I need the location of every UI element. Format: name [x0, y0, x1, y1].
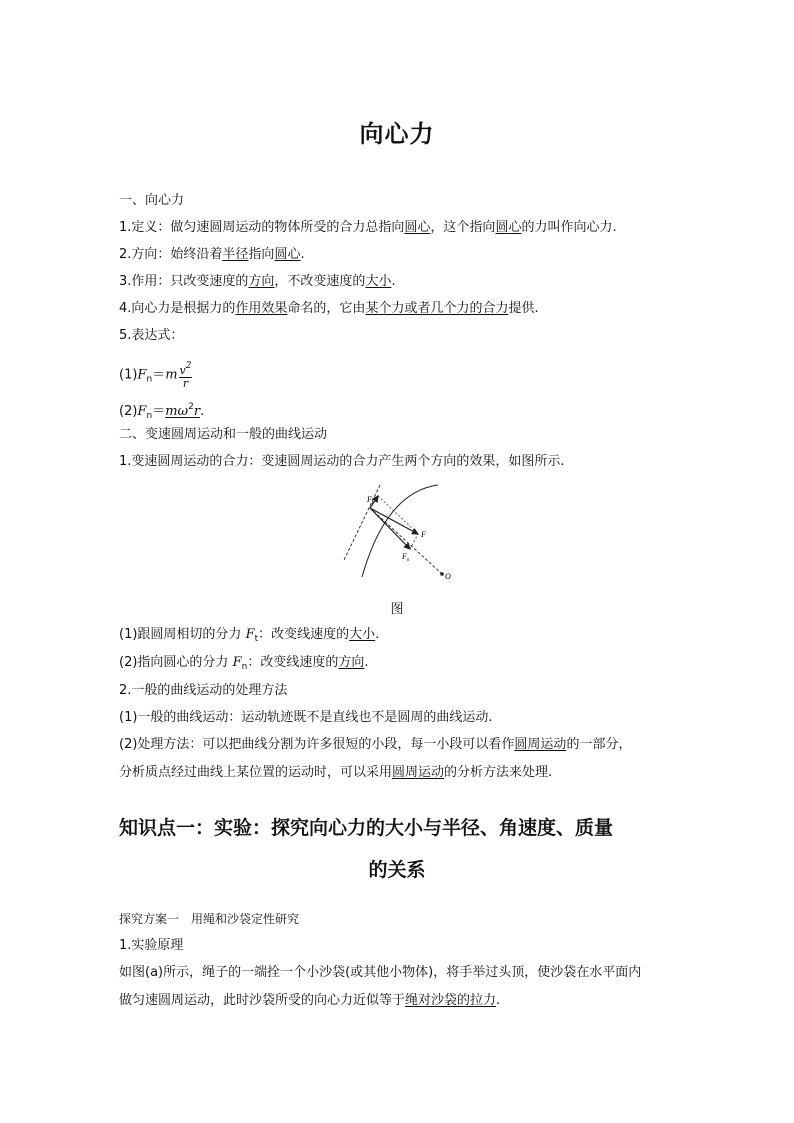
- principle-heading: 1.实验原理: [119, 938, 184, 953]
- naming-line: 4.向心力是根据力的作用效果命名的，它由某个力或者几个力的合力提供.: [119, 301, 539, 316]
- label-o: O: [445, 572, 451, 581]
- normal-component-line: (2)指向圆心的分力 $F_n$：改变线速度的方向.: [119, 655, 369, 672]
- formula-1: $(1)F_n=m$ $\frac{v^2}{r}$: [119, 361, 192, 390]
- direction-line: 2.方向：始终沿着半径指向圆心.: [119, 247, 305, 262]
- principle-text-line-1: 如图(a)所示，绳子的一端拴一个小沙袋(或其他小物体)，将手举过头顶，使沙袋在水平面内: [119, 965, 642, 980]
- expression-heading: 5.表达式：: [119, 328, 184, 343]
- effect-line: 3.作用：只改变速度的方向，不改变速度的大小.: [119, 274, 396, 289]
- knowledge-point-heading-line2: 的关系: [368, 859, 426, 881]
- knowledge-point-heading-line1: 知识点一：实验：探究向心力的大小与半径、角速度、质量: [119, 817, 614, 839]
- principle-text-line-2: 做匀速圆周运动，此时沙袋所受的向心力近似等于绳对沙袋的拉力.: [119, 993, 501, 1008]
- figure-caption: 图: [390, 602, 404, 617]
- resultant-force-line: 1.变速圆周运动的合力：变速圆周运动的合力产生两个方向的效果，如图所示.: [119, 454, 565, 469]
- label-fn: $F_n$: [402, 552, 410, 563]
- definition-line: 1.定义：做匀速圆周运动的物体所受的合力总指向圆心，这个指向圆心的力叫作向心力.: [119, 220, 617, 235]
- center-point-o: [440, 572, 444, 576]
- radius-dashed-line: [370, 508, 442, 574]
- formula-2: $(2)F_n=m\omega^2r$.: [119, 402, 205, 421]
- page-title: 向心力: [359, 120, 435, 148]
- label-f: F: [421, 530, 426, 539]
- label-ft: $F_t$: [367, 495, 374, 506]
- processing-method-line-2: 分析质点经过曲线上某位置的运动时，可以采用圆周运动的分析方法来处理.: [119, 765, 553, 780]
- parallelogram-side-2: [410, 534, 418, 549]
- tangential-component-line: (1)跟圆周相切的分力 $F_t$：改变线速度的大小.: [119, 627, 380, 644]
- normal-force-arrow: [370, 508, 410, 549]
- general-curve-definition: (1)一般的曲线运动：运动轨迹既不是直线也不是圆周的曲线运动.: [119, 710, 493, 725]
- processing-method-line-1: (2)处理方法：可以把曲线分割为许多很短的小段，每一小段可以看作圆周运动的一部分，: [119, 737, 632, 752]
- section-heading-variable-circular-motion: 二、变速圆周运动和一般的曲线运动: [119, 427, 328, 442]
- tangent-dashed-line: [344, 485, 380, 560]
- section-heading-centripetal-force: 一、向心力: [119, 193, 185, 208]
- scheme-heading: 探究方案一 用绳和沙袋定性研究: [119, 912, 300, 926]
- fraction-v2-over-r: $\frac{v^2}{r}$: [179, 361, 192, 390]
- force-decomposition-figure: [338, 482, 458, 582]
- general-curve-heading: 2.一般的曲线运动的处理方法: [119, 683, 288, 698]
